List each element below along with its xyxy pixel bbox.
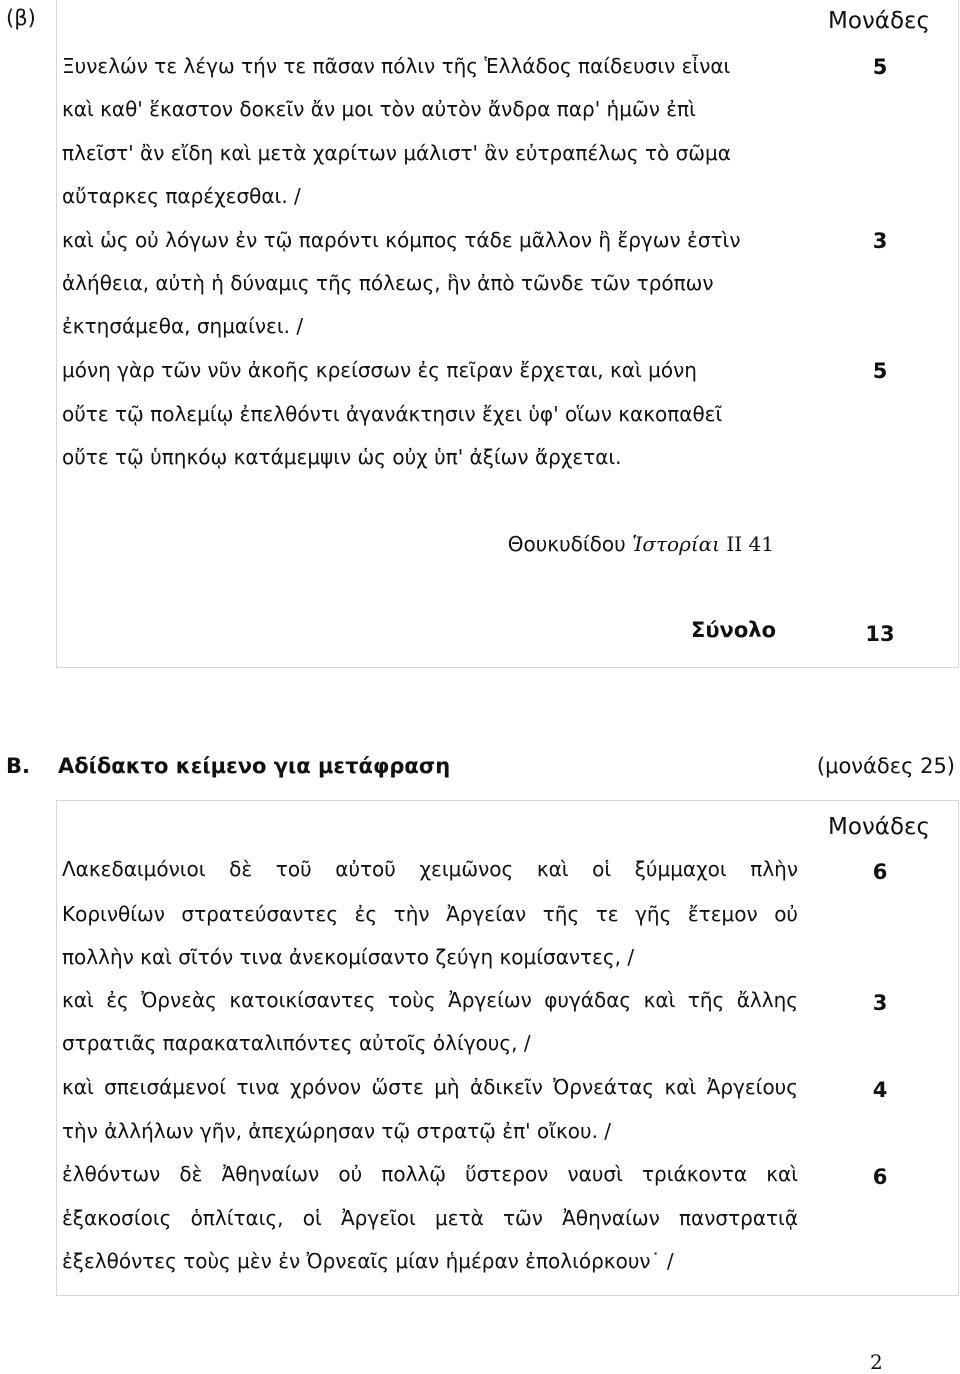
- passage-1-line: μόνη γὰρ τῶν νῦν ἀκοῆς κρείσσων ἐς πεῖραν ἔρχεται, καὶ μόνη: [62, 358, 697, 382]
- page-number: 2: [870, 1350, 883, 1374]
- units-value: 5: [872, 55, 888, 79]
- section-label: (β): [6, 6, 36, 30]
- units-header: Μονάδες: [828, 8, 930, 34]
- units-value: 3: [872, 229, 888, 253]
- section-b-title: Αδίδακτο κείμενο για μετάφραση: [58, 754, 451, 778]
- source-author: Θουκυδίδου: [507, 532, 626, 556]
- source-reference: ΙΙ 41: [726, 532, 774, 556]
- section-b-letter: Β.: [6, 754, 30, 778]
- passage-1-line: αὔταρκες παρέχεσθαι. /: [62, 184, 301, 208]
- total-value: 13: [865, 622, 895, 646]
- passage-1-line: ἀλήθεια, αὐτὴ ἡ δύναμις τῆς πόλεως, ἣν ἀπὸ τῶνδε τῶν τρόπων: [62, 271, 714, 295]
- section-b-points: (μονάδες 25): [816, 754, 955, 778]
- total-label: Σύνολο: [691, 618, 776, 642]
- units-value: 3: [872, 991, 888, 1015]
- passage-1-line: οὔτε τῷ ὑπηκόῳ κατάμεμψιν ὡς οὐχ ὑπ' ἀξίων ἄρχεται.: [62, 445, 622, 469]
- passage-2-line: Λακεδαιμόνιοι δὲ τοῦ αὐτοῦ χειμῶνος καὶ οἱ ξύμμαχοι πλὴν: [62, 857, 798, 881]
- passage-2-line: τὴν ἀλλήλων γῆν, ἀπεχώρησαν τῷ στρατῷ ἐπ' οἴκου. /: [62, 1119, 612, 1143]
- passage-2-line: πολλὴν καὶ σῖτόν τινα ἀνεκομίσαντο ζεύγη κομίσαντες, /: [62, 945, 635, 969]
- units-value: 6: [872, 860, 888, 884]
- passage-1-line: πλεῖστ' ἂν εἴδη καὶ μετὰ χαρίτων μάλιστ' ἂν εὐτραπέλως τὸ σῶμα: [62, 141, 731, 165]
- passage-2-line: καὶ ἐς Ὀρνεὰς κατοικίσαντες τοὺς Ἀργείων φυγάδας καὶ τῆς ἄλλης: [62, 988, 798, 1012]
- units-value: 5: [872, 359, 888, 383]
- passage-2-line: ἑξακοσίοις ὁπλίταις, οἱ Ἀργεῖοι μετὰ τῶν Ἀθηναίων πανστρατιᾷ: [62, 1206, 798, 1230]
- passage-1-line: καὶ καθ' ἕκαστον δοκεῖν ἄν μοι τὸν αὐτὸν ἄνδρα παρ' ἡμῶν ἐπὶ: [62, 97, 696, 121]
- passage-2-line: καὶ σπεισάμενοί τινα χρόνον ὥστε μὴ ἀδικεῖν Ὀρνεάτας καὶ Ἀργείους: [62, 1075, 798, 1099]
- units-value: 4: [872, 1078, 888, 1102]
- units-value: 6: [872, 1165, 888, 1189]
- passage-2-line: στρατιᾶς παρακαταλιπόντες αὐτοῖς ὀλίγους, /: [62, 1031, 531, 1055]
- passage-2-line: Κορινθίων στρατεύσαντες ἐς τὴν Ἀργείαν τῆς τε γῆς ἔτεμον οὐ: [62, 902, 798, 926]
- passage-2-line: ἐξελθόντες τοὺς μὲν ἐν Ὀρνεαῖς μίαν ἡμέραν ἐπολιόρκουν˙ /: [62, 1249, 674, 1273]
- passage-1-line: καὶ ὡς οὐ λόγων ἐν τῷ παρόντι κόμπος τάδε μᾶλλον ἢ ἔργων ἐστὶν: [62, 228, 741, 252]
- passage-2-line: ἐλθόντων δὲ Ἀθηναίων οὐ πολλῷ ὕστερον ναυσὶ τριάκοντα καὶ: [62, 1162, 798, 1186]
- passage-1-line: οὔτε τῷ πολεμίῳ ἐπελθόντι ἀγανάκτησιν ἔχει ὑφ' οἵων κακοπαθεῖ: [62, 402, 723, 426]
- units-header: Μονάδες: [828, 814, 930, 840]
- source-work: Ἱστορίαι: [632, 532, 721, 556]
- passage-1-line: ἐκτησάμεθα, σημαίνει. /: [62, 314, 304, 338]
- source-citation: [0, 532, 774, 556]
- passage-1-line: Ξυνελών τε λέγω τήν τε πᾶσαν πόλιν τῆς Ἑλλάδος παίδευσιν εἶναι: [62, 54, 731, 78]
